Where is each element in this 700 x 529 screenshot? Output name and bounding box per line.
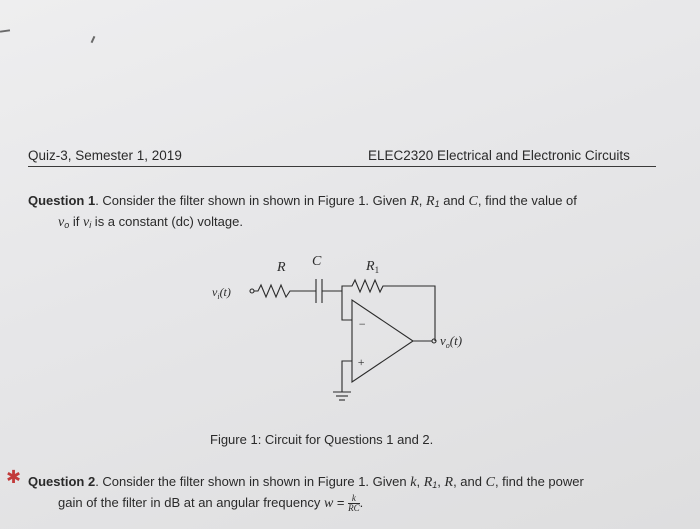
q1-text-b: , find the value of [477,193,577,208]
q2-var-w: w [323,496,334,511]
label-C: C [312,254,322,269]
q2-var-R1: R [423,475,433,490]
wire-inverting-input [342,291,352,320]
op-amp-minus: − [358,317,367,331]
label-R: R [277,260,286,275]
op-amp [352,300,413,382]
q2-var-R: R [444,475,454,490]
q1-text-c: is a constant (dc) voltage. [91,214,243,229]
label-output: $v_o(t)$ [440,333,463,350]
q2-text-a: . Consider the filter shown in shown in Figure 1. Given [95,474,411,489]
q2-frac-den: RC [348,503,360,514]
question-2-line-1 [28,473,688,494]
q2-frac-num: k [348,494,360,504]
q2-equals: = [333,495,349,510]
wire-noninverting-ground [342,361,352,392]
op-amp-plus: + [357,355,366,369]
question-2 [28,473,688,513]
q2-var-k: k [410,475,417,490]
q2-sep-1: , [416,474,424,489]
q2-fraction [348,494,360,513]
q2-text-c: gain of the filter in dB at an angular frequency [58,495,324,510]
q2-sep-2: , [437,474,445,489]
q2-sub-1: 1 [432,480,438,490]
q1-sep: , [418,193,427,208]
q1-sub-i: i [89,220,92,230]
q2-end: . [359,495,364,510]
q1-text-if: if [69,214,83,229]
question-1-label: Question 1 [28,193,96,208]
q1-var-R: R [410,194,419,209]
label-input: $v_i(t)$ [212,285,231,301]
figure-caption: Figure 1: Circuit for Questions 1 and 2. [210,432,434,447]
q2-text-and: , and [453,474,486,489]
q1-var-vo: v [58,215,65,230]
q2-text-b: , find the power [494,474,584,489]
q2-var-C: C [485,475,495,490]
input-terminal [250,289,254,293]
quiz-title: Quiz-3, Semester 1, 2019 [28,148,182,163]
q1-var-vi: v [82,215,90,230]
question-2-line-2 [28,494,688,513]
resistor-R [254,285,298,297]
q1-var-R1: R [426,194,435,209]
q1-var-C: C [468,194,478,209]
q1-sub-1: 1 [434,199,440,209]
star-annotation: ✱ [6,467,22,487]
course-title: ELEC2320 Electrical and Electronic Circuits [368,148,630,163]
resistor-R1-feedback [342,280,435,341]
q1-text-a: . Consider the filter shown in shown in Figure 1. Given [95,193,411,208]
label-R1: $R_1$ [366,259,380,275]
question-2-label: Question 2 [28,474,96,489]
q1-sub-o: o [64,220,70,230]
q1-text-and: and [439,193,469,208]
